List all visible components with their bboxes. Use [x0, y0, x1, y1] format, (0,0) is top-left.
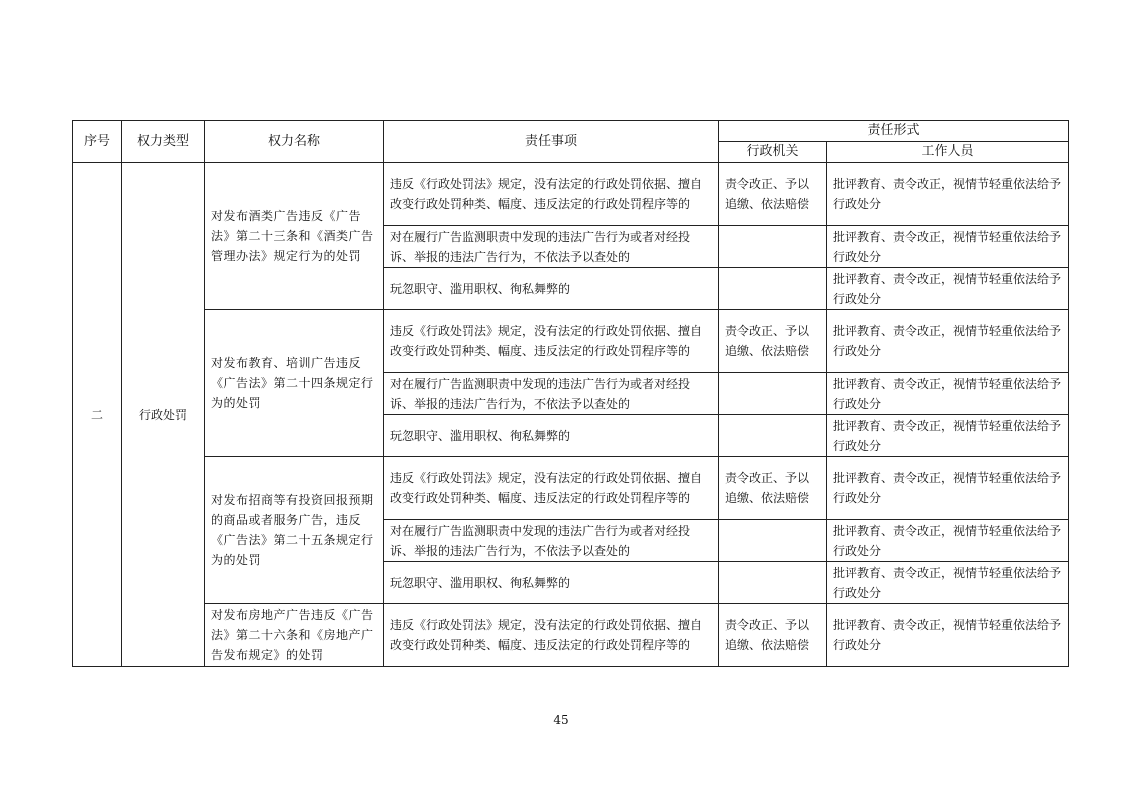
duty-matter: 违反《行政处罚法》规定，没有法定的行政处罚依据、擅自改变行政处罚种类、幅度、违反法定的行政处罚程序等的 — [384, 310, 719, 373]
staff-form: 批评教育、责令改正，视情节轻重依法给予行政处分 — [827, 268, 1069, 310]
responsibility-table — [72, 120, 1069, 667]
staff-form: 批评教育、责令改正，视情节轻重依法给予行政处分 — [827, 226, 1069, 268]
row-power-type: 行政处罚 — [122, 163, 205, 667]
staff-form: 批评教育、责令改正，视情节轻重依法给予行政处分 — [827, 373, 1069, 415]
duty-matter: 对在履行广告监测职责中发现的违法广告行为或者对经投诉、举报的违法广告行为，不依法予以查处的 — [384, 226, 719, 268]
staff-form: 批评教育、责令改正，视情节轻重依法给予行政处分 — [827, 415, 1069, 457]
header-power-name: 权力名称 — [205, 121, 384, 163]
staff-form: 批评教育、责令改正，视情节轻重依法给予行政处分 — [827, 310, 1069, 373]
agency-form: 责令改正、予以追缴、依法赔偿 — [719, 457, 827, 520]
staff-form: 批评教育、责令改正，视情节轻重依法给予行政处分 — [827, 457, 1069, 520]
power-name: 对发布酒类广告违反《广告法》第二十三条和《酒类广告管理办法》规定行为的处罚 — [205, 163, 384, 310]
page-number: 45 — [553, 713, 569, 727]
duty-matter: 玩忽职守、滥用职权、徇私舞弊的 — [384, 268, 719, 310]
agency-form — [719, 373, 827, 415]
staff-form: 批评教育、责令改正，视情节轻重依法给予行政处分 — [827, 604, 1069, 667]
staff-form: 批评教育、责令改正，视情节轻重依法给予行政处分 — [827, 520, 1069, 562]
agency-form: 责令改正、予以追缴、依法赔偿 — [719, 604, 827, 667]
agency-form — [719, 226, 827, 268]
table-row — [73, 604, 1069, 667]
header-duty-form: 责任形式 — [719, 121, 1069, 142]
table-row — [73, 457, 1069, 520]
agency-form: 责令改正、予以追缴、依法赔偿 — [719, 310, 827, 373]
table-row — [73, 163, 1069, 226]
header-agency: 行政机关 — [719, 142, 827, 163]
staff-form: 批评教育、责令改正，视情节轻重依法给予行政处分 — [827, 163, 1069, 226]
duty-matter: 违反《行政处罚法》规定，没有法定的行政处罚依据、擅自改变行政处罚种类、幅度、违反法定的行政处罚程序等的 — [384, 457, 719, 520]
power-name: 对发布房地产广告违反《广告法》第二十六条和《房地产广告发布规定》的处罚 — [205, 604, 384, 667]
agency-form — [719, 520, 827, 562]
duty-matter: 违反《行政处罚法》规定，没有法定的行政处罚依据、擅自改变行政处罚种类、幅度、违反法定的行政处罚程序等的 — [384, 163, 719, 226]
table-row — [73, 310, 1069, 373]
duty-matter: 玩忽职守、滥用职权、徇私舞弊的 — [384, 562, 719, 604]
header-power-type: 权力类型 — [122, 121, 205, 163]
agency-form — [719, 562, 827, 604]
staff-form: 批评教育、责令改正，视情节轻重依法给予行政处分 — [827, 562, 1069, 604]
row-seq: 二 — [73, 163, 122, 667]
agency-form — [719, 415, 827, 457]
duty-matter: 对在履行广告监测职责中发现的违法广告行为或者对经投诉、举报的违法广告行为，不依法予以查处的 — [384, 373, 719, 415]
agency-form — [719, 268, 827, 310]
power-name: 对发布招商等有投资回报预期的商品或者服务广告，违反《广告法》第二十五条规定行为的处罚 — [205, 457, 384, 604]
header-staff: 工作人员 — [827, 142, 1069, 163]
agency-form: 责令改正、予以追缴、依法赔偿 — [719, 163, 827, 226]
duty-matter: 对在履行广告监测职责中发现的违法广告行为或者对经投诉、举报的违法广告行为，不依法予以查处的 — [384, 520, 719, 562]
duty-matter: 玩忽职守、滥用职权、徇私舞弊的 — [384, 415, 719, 457]
header-duty-matter: 责任事项 — [384, 121, 719, 163]
header-row-1 — [73, 121, 1069, 142]
duty-matter: 违反《行政处罚法》规定，没有法定的行政处罚依据、擅自改变行政处罚种类、幅度、违反法定的行政处罚程序等的 — [384, 604, 719, 667]
power-name: 对发布教育、培训广告违反《广告法》第二十四条规定行为的处罚 — [205, 310, 384, 457]
header-seq: 序号 — [73, 121, 122, 163]
